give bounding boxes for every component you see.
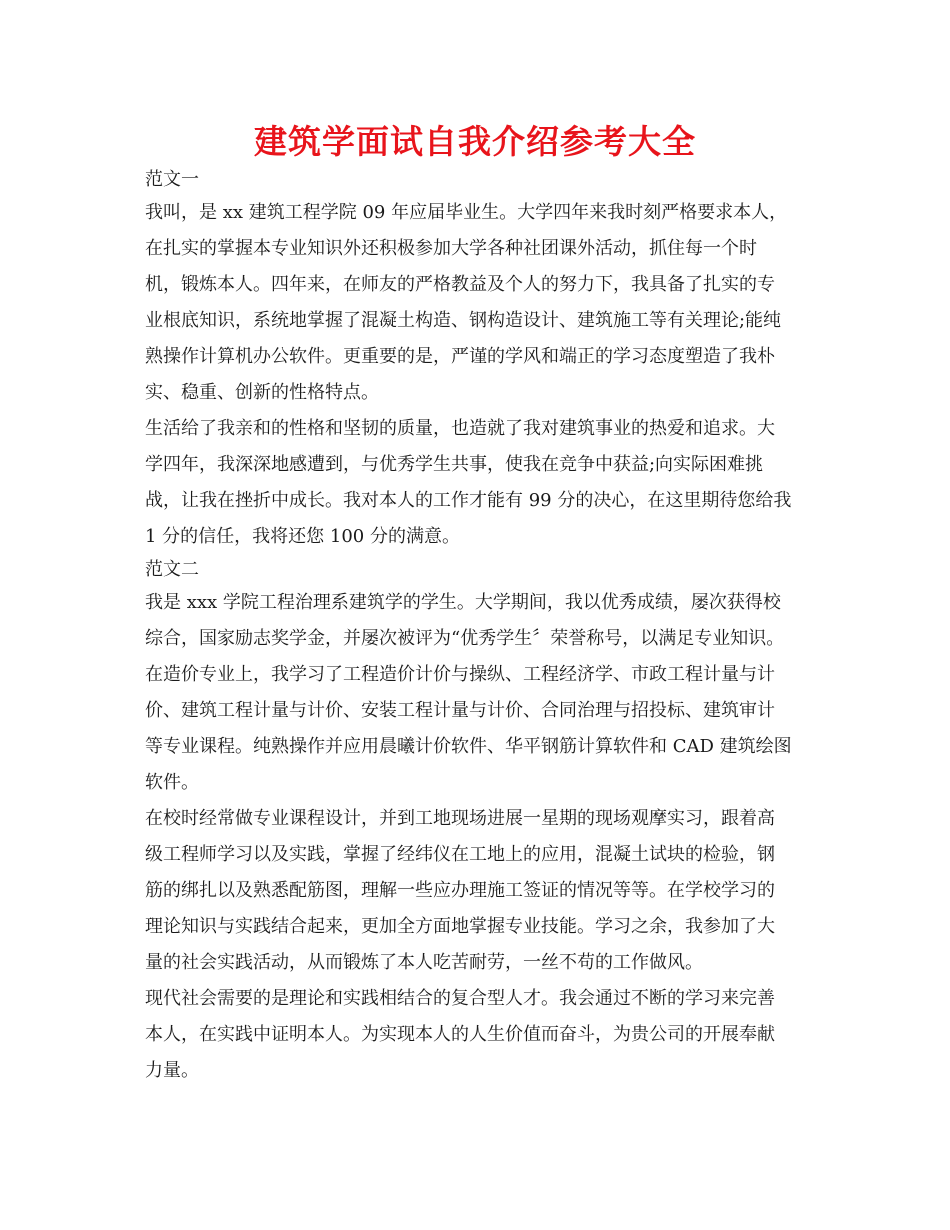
paragraph-line: 我是 xxx 学院工程治理系建筑学的学生。大学期间，我以优秀成绩，屡次获得校: [145, 592, 781, 613]
paragraph-line: 我叫，是 xx 建筑工程学院 09 年应届毕业生。大学四年来我时刻严格要求本人，: [145, 202, 788, 223]
paragraph-line: 实、稳重、创新的性格特点。: [145, 382, 379, 403]
paragraph-line: 软件。: [145, 772, 199, 793]
paragraph-line: 量的社会实践活动，从而锻炼了本人吃苦耐劳，一丝不苟的工作做风。: [145, 952, 703, 973]
paragraph-line: 理论知识与实践结合起来，更加全方面地掌握专业技能。学习之余，我参加了大: [145, 916, 775, 937]
paragraph-line: 现代社会需要的是理论和实践相结合的复合型人才。我会通过不断的学习来完善: [145, 988, 775, 1009]
paragraph-line: 在扎实的掌握本专业知识外还积极参加大学各种社团课外活动，抓住每一个时: [145, 238, 757, 259]
paragraph-line: 战，让我在挫折中成长。我对本人的工作才能有 99 分的决心，在这里期待您给我: [145, 490, 792, 511]
paragraph: [145, 411, 805, 555]
paragraph-line: 价、建筑工程计量与计价、安装工程计量与计价、合同治理与招投标、建筑审计: [145, 700, 775, 721]
paragraph-line: 综合，国家励志奖学金，并屡次被评为“优秀学生〞荣誉称号，以满足专业知识。: [145, 628, 785, 649]
paragraph-line: 学四年，我深深地感遭到，与优秀学生共事，使我在竞争中获益;向实际困难挑: [145, 454, 764, 475]
paragraph-line: 本人，在实践中证明本人。为实现本人的人生价值而奋斗，为贵公司的开展奉献: [145, 1024, 775, 1045]
paragraph-line: 等专业课程。纯熟操作并应用晨曦计价软件、华平钢筋计算软件和 CAD 建筑绘图: [145, 736, 792, 757]
paragraph-line: 1 分的信任，我将还您 100 分的满意。: [145, 526, 460, 547]
section-heading: 范文二: [145, 559, 199, 580]
paragraph-line: 生活给了我亲和的性格和坚韧的质量，也造就了我对建筑事业的热爱和追求。大: [145, 418, 775, 439]
paragraph: [145, 801, 805, 981]
section-heading: 范文一: [145, 169, 199, 190]
paragraph-line: 级工程师学习以及实践，掌握了经纬仪在工地上的应用，混凝土试块的检验，钢: [145, 844, 775, 865]
paragraph: [145, 585, 805, 801]
paragraph-line: 在造价专业上，我学习了工程造价计价与操纵、工程经济学、市政工程计量与计: [145, 664, 775, 685]
document-title: 建筑学面试自我介绍参考大全: [254, 122, 696, 161]
paragraph-line: 在校时经常做专业课程设计，并到工地现场进展一星期的现场观摩实习，跟着高: [145, 808, 775, 829]
document-body: [145, 165, 805, 1089]
paragraph-line: 力量。: [145, 1060, 199, 1081]
paragraph-line: 机，锻炼本人。四年来，在师友的严格教益及个人的努力下，我具备了扎实的专: [145, 274, 775, 295]
paragraph-line: 筋的绑扎以及熟悉配筋图，理解一些应办理施工签证的情况等等。在学校学习的: [145, 880, 775, 901]
paragraph: [145, 195, 805, 411]
paragraph-line: 业根底知识，系统地掌握了混凝土构造、钢构造设计、建筑施工等有关理论;能纯: [145, 310, 782, 331]
paragraph-line: 熟操作计算机办公软件。更重要的是，严谨的学风和端正的学习态度塑造了我朴: [145, 346, 775, 367]
paragraph: [145, 981, 805, 1089]
